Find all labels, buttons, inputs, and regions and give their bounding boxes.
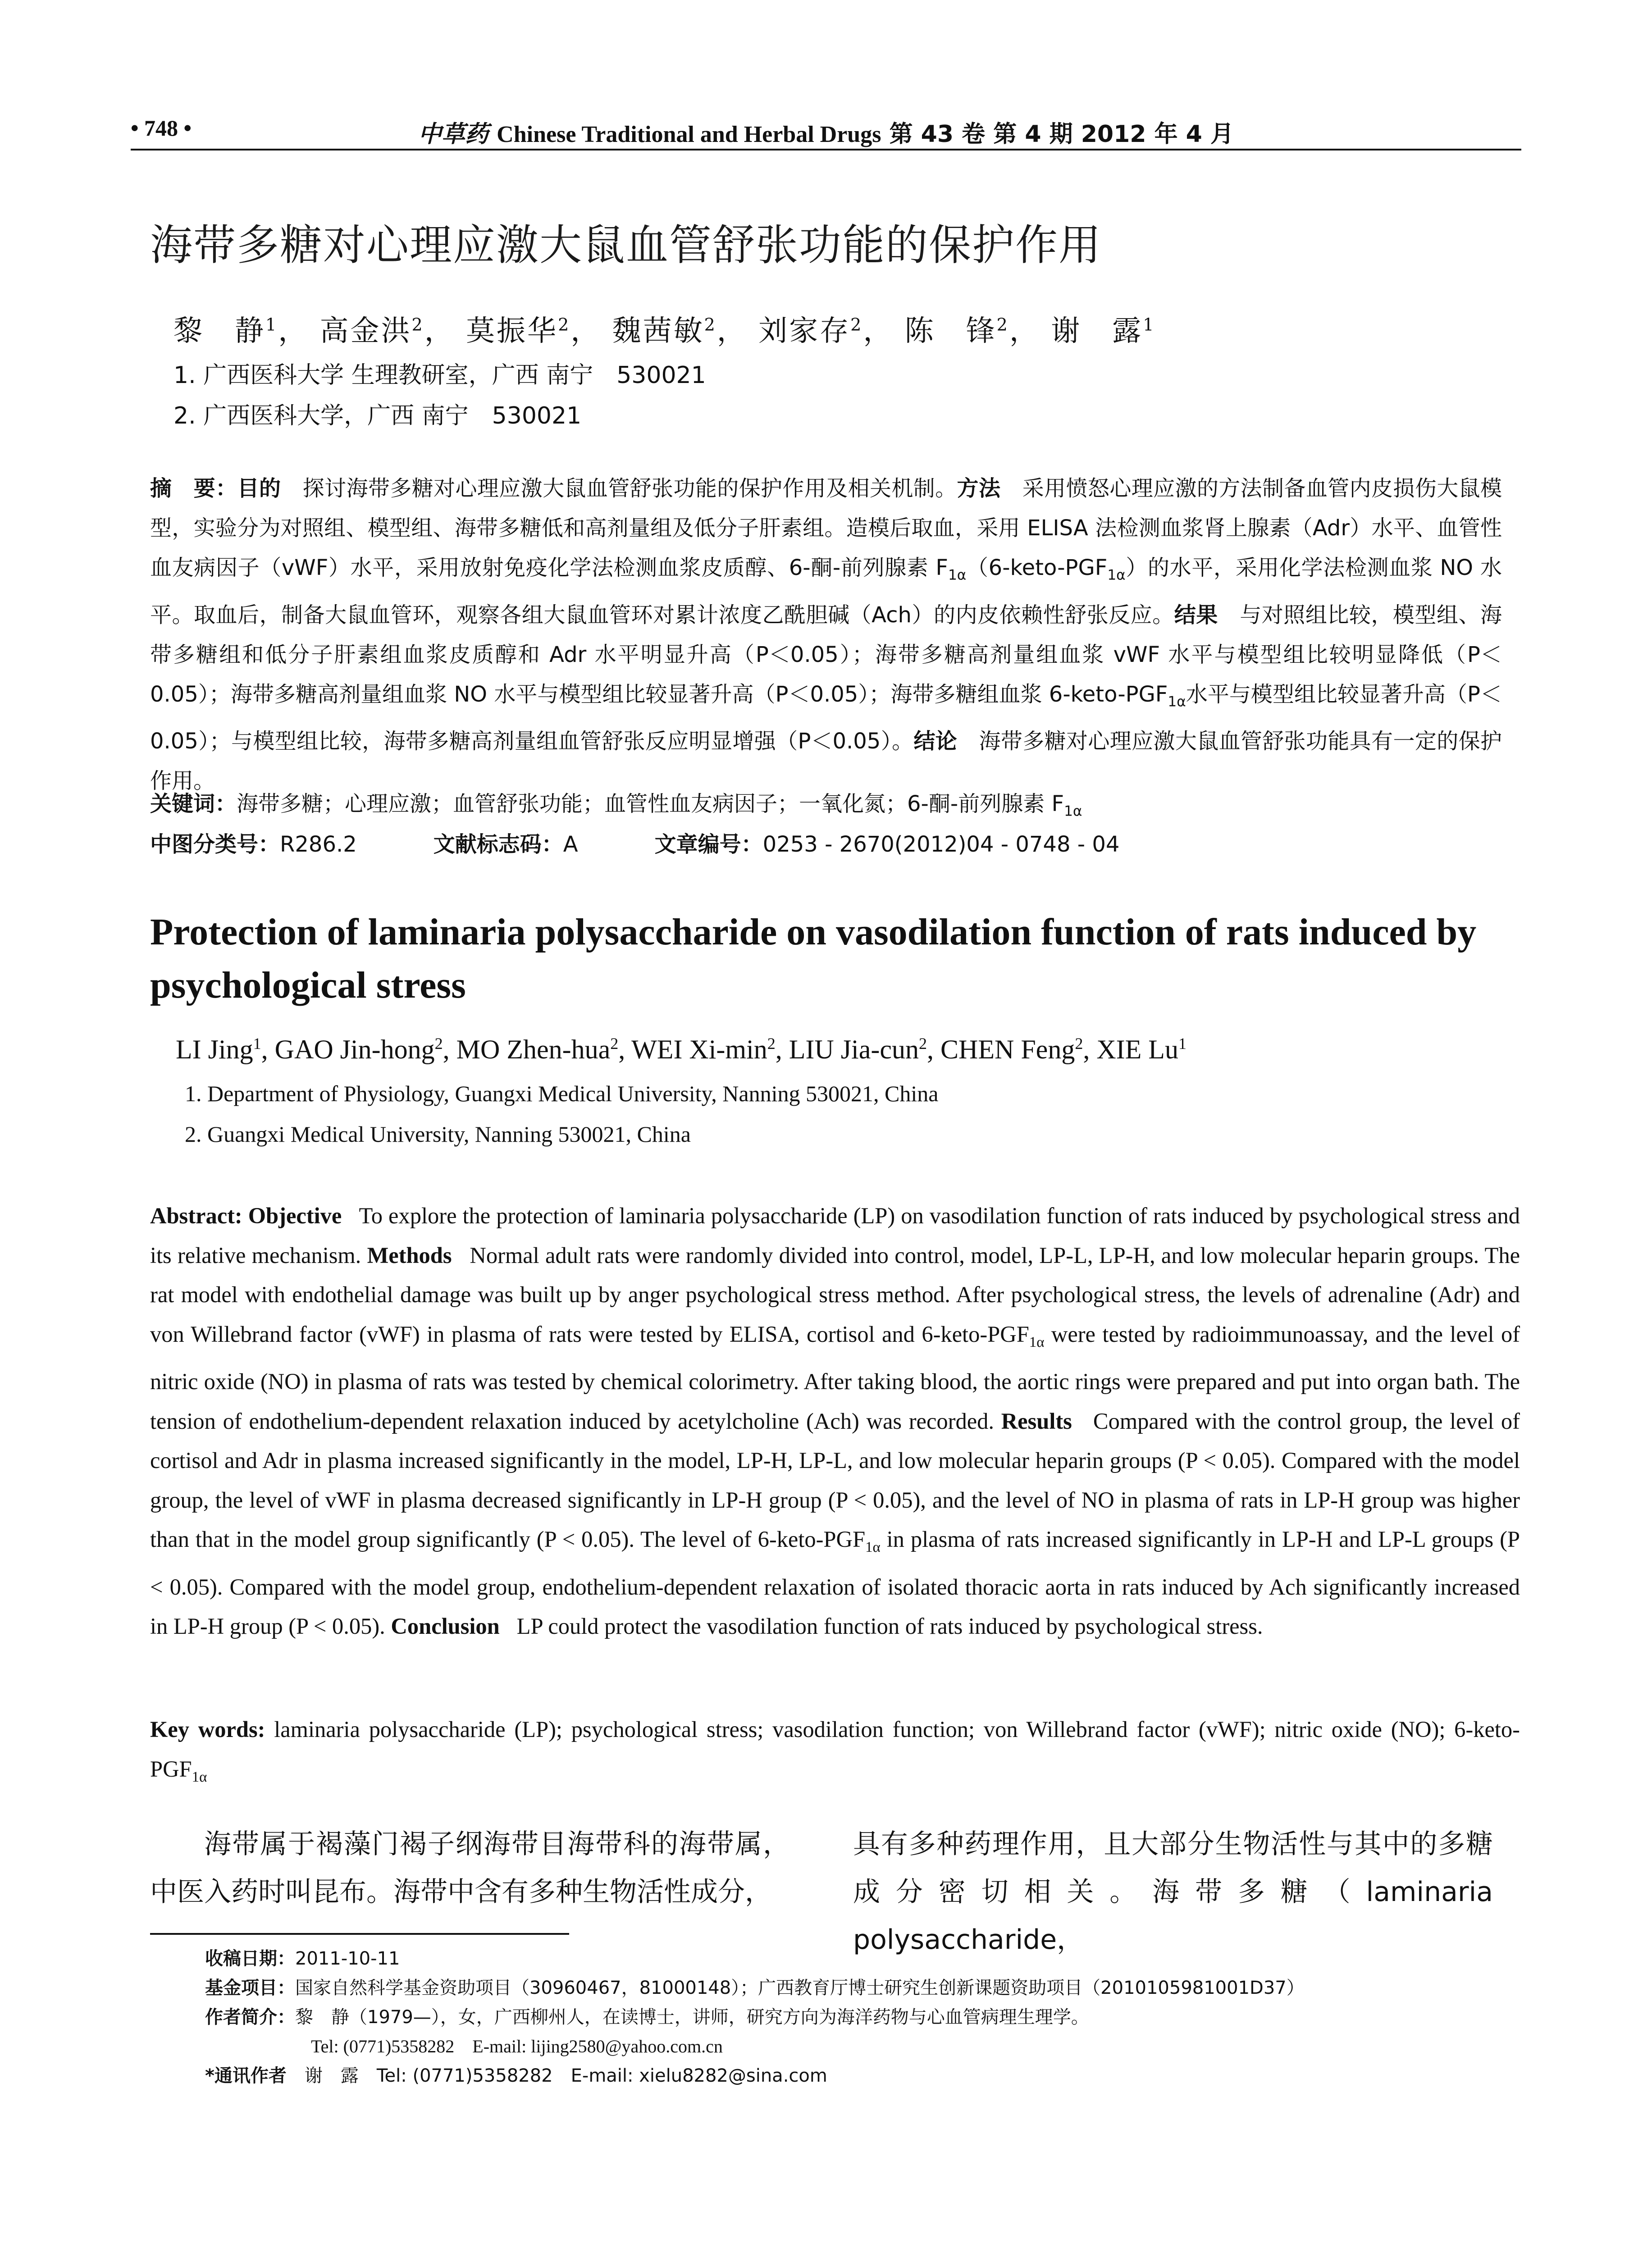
cn-title: 海带多糖对心理应激大鼠血管舒张功能的保护作用 [150,221,1102,270]
cn-abstract: 摘 要：目的 探讨海带多糖对心理应激大鼠血管舒张功能的保护作用及相关机制。方法 采用愤怒心理应激的方法制备血管内皮损伤大鼠模型，实验分为对照组、模型组、海带多糖低和高剂量组及低分子肝素组。造模后取血，采用 ELISA 法检测血浆肾上腺素（Adr）水平、血管性血友病因子（vWF）水平，采用放射免疫化学法检测血浆皮质醇、6-酮-前列腺素 $F_{1\alpha}(6-keto-PGF_{1\alpha})$的水平，采用化学法检测血浆 NO 水平。取血后，制备大鼠血管环，观察各组大鼠血管环对累计浓度乙酰胆碱（Ach）的内皮依赖性舒张反应。结果 与对照组比较，模型组、海带多糖组和低分子肝素组血浆皮质醇和 Adr 水平明显升高（P＜0.05）；海带多糖高剂量组血浆 vWF 水平与模型组比较明显降低（P＜0.05）；海带多糖高剂量组血浆 NO 水平与模型组比较显著升高（P＜0.05）；海带多糖组血浆 $6-keto-PGF_{1\alpha}$水平与模型组比较显著升高（P＜0.05）；与模型组比较，海带多糖高剂量组血管舒张反应明显增强（P＜0.05）。结论 海带多糖对心理应激大鼠血管舒张功能具有一定的保护作用。 [150,476,1502,794]
cn-classification: 中图分类号：R286.2 文献标志码：A 文章编号：0253 - 2670(2012)04 - 0748 - 04 [150,832,1120,857]
journal-name-en: Chinese Traditional and Herbal Drugs [497,122,881,147]
en-author: LI Jing$^1$ [176,1035,261,1064]
en-title: Protection of laminaria polysaccharide on vasodilation function of rats induced by psychological stress [150,911,1477,1006]
cn-authors: 黎 静$^1$， 高金洪$^2$， 莫振华$^2$， 魏茜敏$^2$， 刘家存$^2$， 陈 锋$^2$， 谢 露$^1$ [173,315,1156,348]
footnote-fund: 基金项目：国家自然科学基金资助项目（30960467，81000148）；广西教育厅博士研究生创新课题资助项目（2010105981001D37） [205,1978,1305,1998]
running-header [0,115,1652,149]
cn-author: 谢 露$^1$ [1051,315,1156,348]
cn-author: 莫振华$^2$ [466,315,571,348]
cn-keywords: 关键词：海带多糖；心理应激；血管舒张功能；血管性血友病因子；一氧化氮；6-酮-前列腺素 $F_{1\alpha}$ [150,791,1082,820]
body-text-left-column: 海带属于褐藻门褐子纲海带目海带科的海带属，中医入药时叫昆布。海带中含有多种生物活性成分， [150,1828,790,1908]
footnote-author: 作者简介：黎 静（1979—），女，广西柳州人，在读博士，讲师，研究方向为海洋药物与心血管病理生理学。 [205,2007,1089,2028]
footnote-received: 收稿日期：2011-10-11 [205,1948,400,1969]
cn-author: 黎 静$^1$ [173,315,278,348]
cn-author: 刘家存$^2$ [758,315,863,348]
en-author: LIU Jia-cun$^2$ [789,1035,927,1064]
cn-author: 高金洪$^2$ [319,315,424,348]
cn-author: 魏茜敏$^2$ [612,315,717,348]
page-number: • 748 • [131,115,192,141]
en-keywords: Key words: laminaria polysaccharide (LP); psychological stress; vasodilation function; von Willebrand factor (vWF); nitric oxide (NO); $6-keto-PGF_{1\alpha}$ [150,1717,1520,1785]
en-author: XIE Lu$^1$ [1096,1035,1187,1064]
footnote-rule [150,1933,569,1935]
en-author: CHEN Feng$^2$ [940,1035,1083,1064]
cn-affiliation: 1. 广西医科大学 生理教研室，广西 南宁 530021 [173,362,706,389]
en-affiliation: 2. Guangxi Medical University, Nanning 530021, China [185,1121,691,1147]
en-author: MO Zhen-hua$^2$ [456,1035,619,1064]
footnote-corresponding: *通讯作者 谢 露 Tel: (0771)5358282 E-mail: xielu8282@sina.com [205,2065,827,2086]
en-authors: LI Jing$^1$, GAO Jin-hong$^2$, MO Zhen-hua$^2$, WEI $Xi-\min^2$, LIU Jia-cun$^2$, CHEN Feng$^2$, XIE Lu$^1$ [176,1035,1187,1064]
en-author: WEI $Xi-\min^2$ [631,1035,776,1064]
en-author: GAO Jin-hong$^2$ [274,1035,443,1064]
cn-affiliation: 2. 广西医科大学，广西 南宁 530021 [173,402,582,429]
body-text-right-column: 具有多种药理作用，且大部分生物活性与其中的多糖成分密切相关。海带多糖（laminaria polysaccharide， [853,1828,1493,1956]
en-affiliation: 1. Department of Physiology, Guangxi Medical University, Nanning 530021, China [185,1081,939,1106]
journal-name-cn: 中草药 [418,121,489,148]
journal-issue: 第 43 卷 第 4 期 2012 年 4 月 [889,121,1234,148]
cn-author: 陈 锋$^2$ [904,315,1009,348]
en-abstract: Abstract: Objective To explore the protection of laminaria polysaccharide (LP) on vasodilation function of rats induced by psychological stress and its relative mechanism. Methods Normal adult rats were randomly divided into control, model, LP-L, LP-H, and low molecular heparin groups. The rat model with endothelial damage was built up by anger psychological stress method. After psychological stress, the levels of adrenaline (Adr) and von Willebrand factor (vWF) in plasma of rats were tested by ELISA, cortisol and $6-keto-PGF_{1\alpha}$ were tested by radioimmunoassay, and the level of nitric oxide (NO) in plasma of rats was tested by chemical colorimetry. After taking blood, the aortic rings were prepared and put into organ bath. The tension of endothelium-dependent relaxation induced by acetylcholine (Ach) was recorded. Results Compared with the control group, the level of cortisol and Adr in plasma increased significantly in the model, LP-H, LP-L, and low molecular heparin groups (P < 0.05). Compared with the model group, the level of vWF in plasma decreased significantly in LP-H group (P < 0.05), and the level of NO in plasma of rats in LP-H group was higher than that in the model group significantly (P < 0.05). The level of $6-keto-PGF_{1\alpha}$ in plasma of rats increased significantly in LP-H and LP-L groups (P < 0.05). Compared with the model group, endothelium-dependent relaxation of isolated thoracic aorta in rats induced by Ach significantly increased in LP-H group (P < 0.05). Conclusion LP could protect the vasodilation function of rats induced by psychological stress. [150,1203,1520,1639]
footnote-author-contact: Tel: (0771)5358282 E-mail: lijing2580@yahoo.com.cn [311,2036,723,2056]
header-rule [131,149,1521,150]
